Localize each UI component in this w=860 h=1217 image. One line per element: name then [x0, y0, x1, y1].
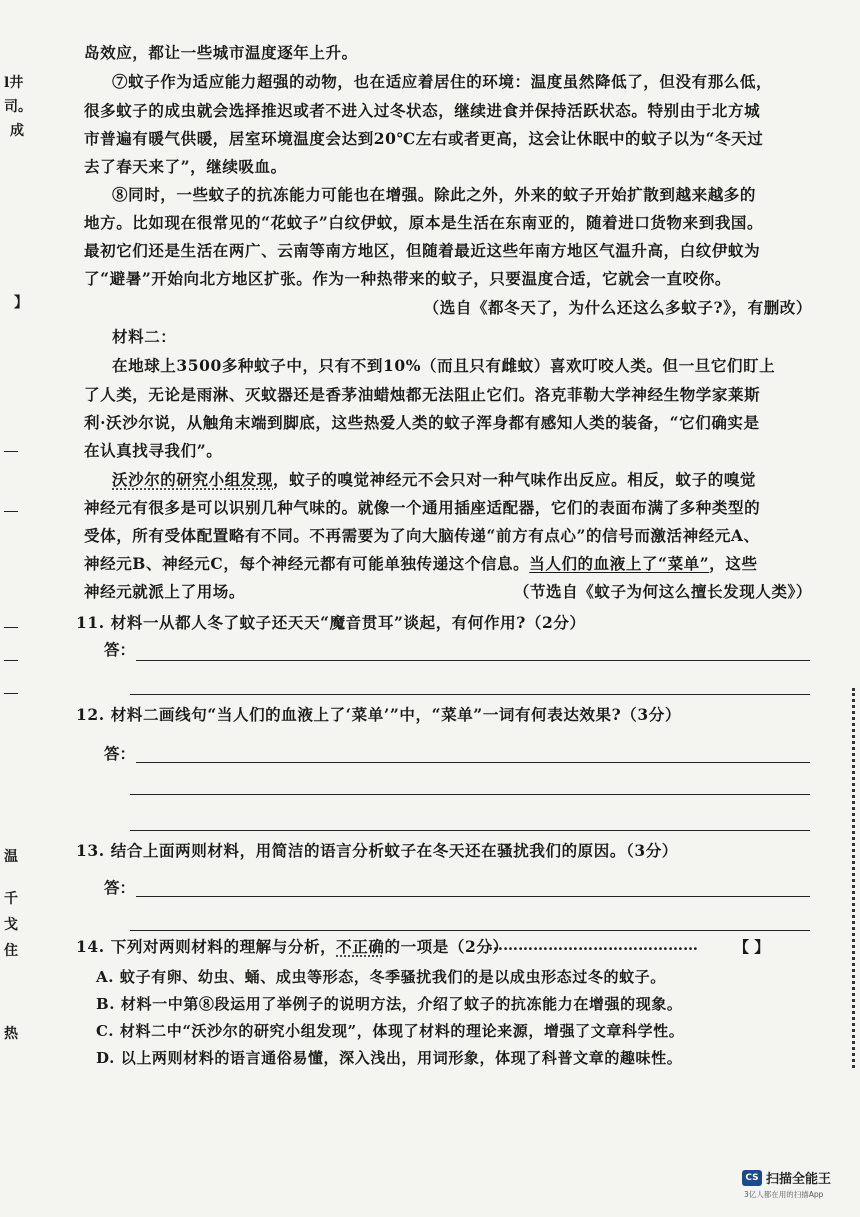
text-run: ，蚊子的嗅觉神经元不会只对一种气味作出反应。相反，蚊子的嗅觉 — [273, 470, 757, 489]
text-line: 市普遍有暖气供暖，居室环境温度会达到20℃左右或者更高，这会让休眠中的蚊子以为“冬天过 — [84, 129, 764, 148]
option-c: C. 材料二中“沃沙尔的研究小组发现”，体现了材料的理论来源，增强了文章科学性。 — [96, 1022, 685, 1040]
question-13: 13. 结合上面两则材料，用简洁的语言分析蚊子在冬天还在骚扰我们的原因。（3分） — [76, 841, 678, 860]
source-citation: （选自《都冬天了，为什么还这么多蚊子?》，有删改） — [423, 298, 812, 317]
answer-label: 答： — [104, 744, 136, 763]
text-line: ⑧同时，一些蚊子的抗冻能力可能也在增强。除此之外，外来的蚊子开始扩散到越来越多的 — [112, 185, 757, 204]
margin-fragment: 热 — [4, 1026, 18, 1042]
answer-line[interactable] — [130, 694, 810, 695]
scanner-tagline: 3亿人都在用的扫描App — [744, 1190, 824, 1199]
margin-fragment: 戈 — [4, 917, 18, 933]
emphasis-text: 不正确 — [336, 937, 385, 956]
text-line — [112, 469, 756, 491]
text-line: 利·沃沙尔说，从触角末端到脚底，这些热爱人类的蚊子浑身都有感知人类的装备，“它们确实是 — [84, 413, 760, 432]
margin-fragment: 成 — [10, 123, 24, 139]
text-line: 了人类，无论是雨淋、灭蚊器还是香茅油蜡烛都无法阻止它们。洛克菲勒大学神经生物学家莱斯 — [84, 385, 761, 404]
question-12: 12. 材料二画线句“当人们的血液上了‘菜单’”中，“菜单”一词有何表达效果?（3分） — [76, 705, 681, 724]
answer-label: 答： — [104, 878, 136, 897]
text-run: 的一项是（2分） — [384, 937, 509, 956]
leader-dots: …………………………………… — [488, 936, 698, 954]
answer-line[interactable] — [130, 830, 810, 831]
question-11: 11. 材料一从都人冬了蚊子还天天“魔音贯耳”谈起，有何作用?（2分） — [76, 613, 586, 632]
underlined-sentence: 当人们的血液上了“菜单” — [529, 554, 710, 573]
text-line: 地方。比如现在很常见的“花蚊子”白纹伊蚊，原本是生活在东南亚的，随着进口货物来到我国。 — [84, 213, 764, 232]
scanner-logo — [742, 1168, 831, 1187]
answer-line[interactable] — [130, 930, 810, 931]
answer-line[interactable] — [130, 794, 810, 795]
margin-fragment: 司。 — [4, 99, 32, 115]
margin-dash — [4, 627, 18, 628]
emphasis-text: 沃沙尔的研究小组发现 — [112, 470, 274, 489]
text-line: 最初它们还是生活在两广、云南等南方地区，但随着最近这些年南方地区气温升高，白纹伊蚊为 — [84, 241, 761, 260]
question-14 — [76, 936, 509, 958]
text-line: 神经元有很多是可以识别几种气味的。就像一个通用插座适配器，它们的表面布满了多种类型的 — [84, 498, 761, 517]
text-run: 神经元B、神经元C，每个神经元都有可能单独传递这个信息。 — [84, 554, 530, 573]
text-line: 很多蚊子的成虫就会选择推迟或者不进入过冬状态，继续进食并保持活跃状态。特别由于北方城 — [84, 101, 761, 120]
text-line: 了“避暑”开始向北方地区扩张。作为一种热带来的蚊子，只要温度合适，它就会一直咬你。 — [84, 269, 731, 288]
margin-dash — [4, 511, 18, 512]
section-heading: 材料二： — [112, 327, 177, 346]
text-line: 受体，所有受体配置略有不同。不再需要为了向大脑传递“前方有点心”的信号而激活神经元A、 — [84, 526, 760, 545]
text-line — [84, 553, 758, 575]
answer-line[interactable] — [136, 896, 810, 897]
option-b: B. 材料一中第⑧段运用了举例子的说明方法，介绍了蚊子的抗冻能力在增强的现象。 — [96, 995, 683, 1013]
binding-line — [852, 688, 855, 1068]
margin-dash — [4, 660, 18, 661]
scanner-name: 扫描全能王 — [766, 1172, 832, 1187]
margin-fragment: l井 — [4, 75, 24, 91]
text-line: 去了春天来了”，继续吸血。 — [84, 157, 287, 176]
option-a: A. 蚊子有卵、幼虫、蛹、成虫等形态，冬季骚扰我们的是以成虫形态过冬的蚊子。 — [96, 968, 666, 986]
text-line: 岛效应，都让一些城市温度逐年上升。 — [84, 43, 358, 62]
cs-logo-icon: CS — [742, 1170, 762, 1186]
margin-fragment: 千 — [4, 891, 18, 907]
text-run: 14. 下列对两则材料的理解与分析， — [76, 937, 337, 956]
margin-fragment: 温 — [4, 849, 18, 865]
margin-fragment: 住 — [4, 943, 18, 959]
answer-label: 答： — [104, 640, 136, 659]
answer-line[interactable] — [136, 660, 810, 661]
text-line: ⑦蚊子作为适应能力超强的动物，也在适应着居住的环境：温度虽然降低了，但没有那么低， — [112, 72, 773, 91]
text-line: 在地球上3500多种蚊子中，只有不到10%（而且只有雌蚊）喜欢叮咬人类。但一旦它们盯上 — [112, 356, 776, 375]
text-run: ，这些 — [709, 554, 758, 573]
margin-fragment: 】 — [14, 295, 28, 311]
margin-dash — [4, 451, 18, 452]
source-citation: （节选自《蚊子为何这么擅长发现人类》） — [513, 582, 812, 601]
margin-dash — [4, 693, 18, 694]
text-line: 神经元就派上了用场。 — [84, 582, 246, 601]
text-line: 在认真找寻我们”。 — [84, 441, 223, 460]
option-d: D. 以上两则材料的语言通俗易懂，深入浅出，用词形象，体现了科普文章的趣味性。 — [96, 1049, 683, 1067]
answer-line[interactable] — [136, 762, 810, 763]
answer-bracket[interactable]: 【 】 — [734, 938, 770, 956]
